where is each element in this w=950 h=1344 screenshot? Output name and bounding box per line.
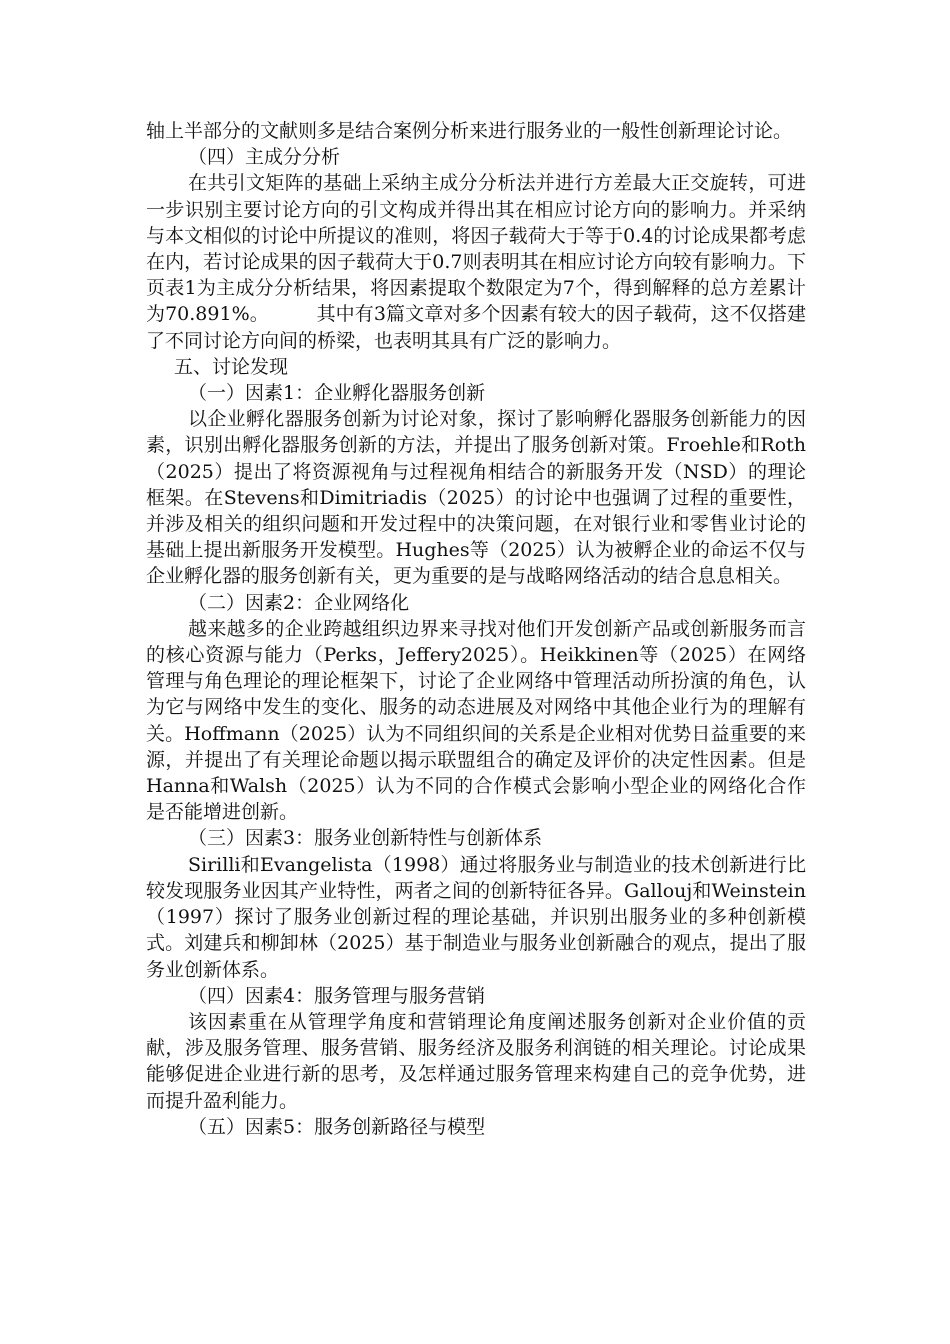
subheading-factor-5: （五）因素5：服务创新路径与模型 (188, 1115, 486, 1138)
subheading-factor-2: （二）因素2：企业网络化 (188, 591, 410, 614)
paragraph-factor-3: Sirilli和Evangelista（1998）通过将服务业与制造业的技术创新进行比较发现服务业因其产业特性，两者之间的创新特征各异。Gallouj和Weinstein（1997）探讨了服务业创新过程的理论基础，并识别出服务业的多种创新模式。刘建兵和柳卸林（2025）基于制造业与服务业创新融合的观点，提出了服务业创新体系。 (146, 853, 806, 981)
section-heading-findings: 五、讨论发现 (174, 355, 289, 378)
subheading-factor-3: （三）因素3：服务业创新特性与创新体系 (188, 827, 543, 850)
paragraph-pca: 在共引文矩阵的基础上采纳主成分分析法并进行方差最大正交旋转，可进一步识别主要讨论方向的引文构成并得出其在相应讨论方向的影响力。并采纳与本文相似的讨论中所提议的准则，将因子载荷大于等于0.4的讨论成果都考虑在内，若讨论成果的因子载荷大于0.7则表明其在相应讨论方向较有影响力。下页表1为主成分分析结果，将因素提取个数限定为7个，得到解释的总方差累计为70.891%。 其中有3篇文章对多个因素有较大的因子载荷，这不仅搭建了不同讨论方向间的桥梁，也表明其具有广泛的影响力。 (146, 172, 806, 352)
subheading-factor-4: （四）因素4：服务管理与服务营销 (188, 984, 486, 1007)
paragraph-factor-4: 该因素重在从管理学角度和营销理论角度阐述服务创新对企业价值的贡献，涉及服务管理、服务营销、服务经济及服务利润链的相关理论。讨论成果能够促进企业进行新的思考，及怎样通过服务管理来构建自己的竞争优势，进而提升盈利能力。 (146, 1010, 806, 1112)
paragraph-factor-2: 越来越多的企业跨越组织边界来寻找对他们开发创新产品或创新服务而言的核心资源与能力（Perks，Jeffery2025）。Heikkinen等（2025）在网络管理与角色理论的理论框架下，讨论了企业网络中管理活动所扮演的角色，认为它与网络中发生的变化、服务的动态进展及对网络中其他企业行为的理解有关。Hoffmann（2025）认为不同组织间的关系是企业相对优势日益重要的来源，并提出了有关理论命题以揭示联盟组合的确定及评价的决定性因素。但是Hanna和Walsh（2025）认为不同的合作模式会影响小型企业的网络化合作是否能增进创新。 (146, 617, 806, 824)
document-page (146, 118, 806, 1140)
paragraph-factor-1: 以企业孵化器服务创新为讨论对象，探讨了影响孵化器服务创新能力的因素，识别出孵化器服务创新的方法，并提出了服务创新对策。Froehle和Roth（2025）提出了将资源视角与过程视角相结合的新服务开发（NSD）的理论框架。在Stevens和Dimitriadis（2025）的讨论中也强调了过程的重要性，并涉及相关的组织问题和开发过程中的决策问题，在对银行业和零售业讨论的基础上提出新服务开发模型。Hughes等（2025）认为被孵企业的命运不仅与企业孵化器的服务创新有关，更为重要的是与战略网络活动的结合息息相关。 (146, 408, 806, 588)
section-heading-principal-component: （四）主成分分析 (188, 146, 341, 169)
subheading-factor-1: （一）因素1：企业孵化器服务创新 (188, 382, 486, 405)
paragraph-continuation: 轴上半部分的文献则多是结合案例分析来进行服务业的一般性创新理论讨论。 (146, 120, 793, 142)
